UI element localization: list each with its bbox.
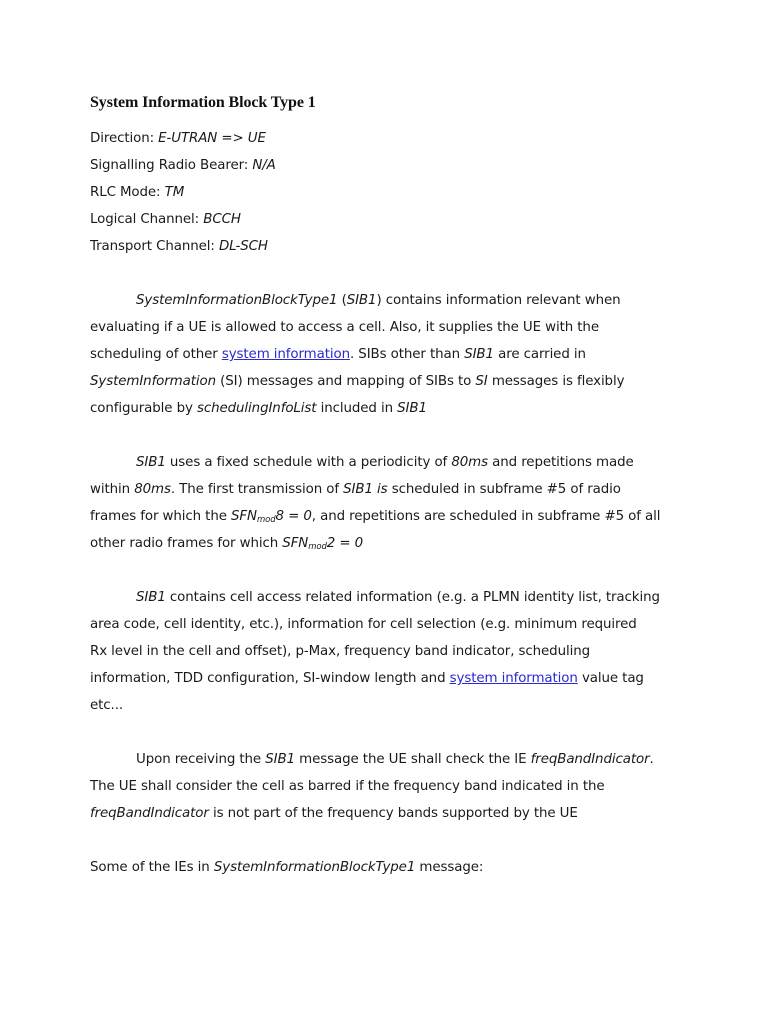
property-label: Signalling Radio Bearer: <box>90 158 253 173</box>
text-line: etc... <box>90 698 124 713</box>
ie-name: SystemInformation <box>90 374 216 389</box>
text-line <box>90 287 690 314</box>
text-span: information, TDD configuration, SI-window length and <box>90 671 450 686</box>
property-label: RLC Mode: <box>90 185 165 200</box>
text-span: Upon receiving the <box>136 752 266 767</box>
system-information-link[interactable]: system information <box>221 347 350 362</box>
property-label: Direction: <box>90 131 159 146</box>
text-line <box>90 395 690 422</box>
ie-name: SIB1 is <box>343 482 388 497</box>
formula-text: 2 = 0 <box>326 536 364 551</box>
text-span: value tag <box>577 671 644 686</box>
rlc-mode-line <box>90 182 690 209</box>
text-line <box>90 341 690 368</box>
paragraph-sib1-contents <box>90 584 690 719</box>
text-span: Some of the IEs in <box>90 860 214 875</box>
text-span: ) contains information relevant when <box>376 293 621 308</box>
property-value: E-UTRAN => UE <box>158 131 266 146</box>
text-line: The UE shall consider the cell as barred if the frequency band indicated in the <box>90 779 605 794</box>
text-line <box>90 368 690 395</box>
formula-text: SFN <box>282 536 309 551</box>
property-label: Logical Channel: <box>90 212 204 227</box>
ie-name: SystemInformationBlockType1 <box>213 860 416 875</box>
value-text: 80ms <box>451 455 488 470</box>
text-span: is not part of the frequency bands supported by the UE <box>208 806 578 821</box>
radio-bearer-line <box>90 155 690 182</box>
property-value: N/A <box>252 158 276 173</box>
text-span: within <box>90 482 135 497</box>
text-line <box>90 800 690 827</box>
text-span: scheduled in subframe #5 of radio <box>387 482 621 497</box>
text-line: Rx level in the cell and offset), p-Max, frequency band indicator, scheduling <box>90 644 590 659</box>
transport-channel-line <box>90 236 690 263</box>
text-line <box>90 854 690 881</box>
text-span: . The first transmission of <box>170 482 344 497</box>
text-line <box>90 503 690 530</box>
property-value: TM <box>164 185 185 200</box>
text-span: message the UE shall check the IE <box>295 752 531 767</box>
text-line: evaluating if a UE is allowed to access a cell. Also, it supplies the UE with the <box>90 320 599 335</box>
text-span: contains cell access related information (e.g. a PLMN identity list, tracking <box>165 590 660 605</box>
paragraph-ie-list-intro <box>90 854 690 881</box>
paragraph-freq-band-check <box>90 746 690 827</box>
text-span: , and repetitions are scheduled in subframe #5 of all <box>311 509 661 524</box>
text-span: . SIBs other than <box>349 347 465 362</box>
formula-text: SFN <box>231 509 257 524</box>
property-label: Transport Channel: <box>90 239 219 254</box>
direction-line <box>90 128 690 155</box>
property-value: BCCH <box>203 212 241 227</box>
text-span: are carried in <box>493 347 586 362</box>
property-value: DL-SCH <box>218 239 268 254</box>
ie-name: schedulingInfoList <box>196 401 317 416</box>
value-text: 80ms <box>134 482 171 497</box>
system-information-link[interactable]: system information <box>449 671 578 686</box>
text-span: scheduling of other <box>90 347 222 362</box>
text-line <box>90 584 690 611</box>
formula-text: 8 = 0 <box>275 509 312 524</box>
ie-name: SIB1 <box>397 401 427 416</box>
text-line <box>90 665 690 692</box>
text-line <box>90 530 690 557</box>
ie-name: freqBandIndicator <box>90 806 209 821</box>
ie-name: SystemInformationBlockType1 <box>136 293 338 308</box>
text-span: message: <box>415 860 484 875</box>
text-line <box>90 746 690 773</box>
text-span: ( <box>337 293 347 308</box>
ie-name: SI <box>475 374 488 389</box>
ie-name: SIB1 <box>265 752 295 767</box>
text-line <box>90 476 690 503</box>
text-span: frames for which the <box>90 509 232 524</box>
text-line <box>90 449 690 476</box>
message-properties <box>90 128 690 263</box>
text-span: messages is flexibly <box>487 374 625 389</box>
text-span: . <box>649 752 654 767</box>
paragraph-sib1-schedule <box>90 449 690 557</box>
ie-name: freqBandIndicator <box>530 752 650 767</box>
paragraph-sib1-overview <box>90 287 690 422</box>
ie-name: SIB1 <box>136 590 166 605</box>
text-span: configurable by <box>90 401 197 416</box>
text-span: other radio frames for which <box>90 536 283 551</box>
ie-name: SIB1 <box>136 455 166 470</box>
text-span: (SI) messages and mapping of SIBs to <box>215 374 476 389</box>
ie-name: SIB1 <box>464 347 494 362</box>
text-span: included in <box>316 401 398 416</box>
text-span: uses a fixed schedule with a periodicity of <box>165 455 452 470</box>
text-span: and repetitions made <box>487 455 634 470</box>
document-title: System Information Block Type 1 <box>90 94 316 111</box>
ie-name: SIB1 <box>346 293 377 308</box>
formula-subscript: mod <box>256 515 276 525</box>
logical-channel-line <box>90 209 690 236</box>
text-line: area code, cell identity, etc.), information for cell selection (e.g. minimum required <box>90 617 637 632</box>
formula-subscript: mod <box>308 542 327 552</box>
